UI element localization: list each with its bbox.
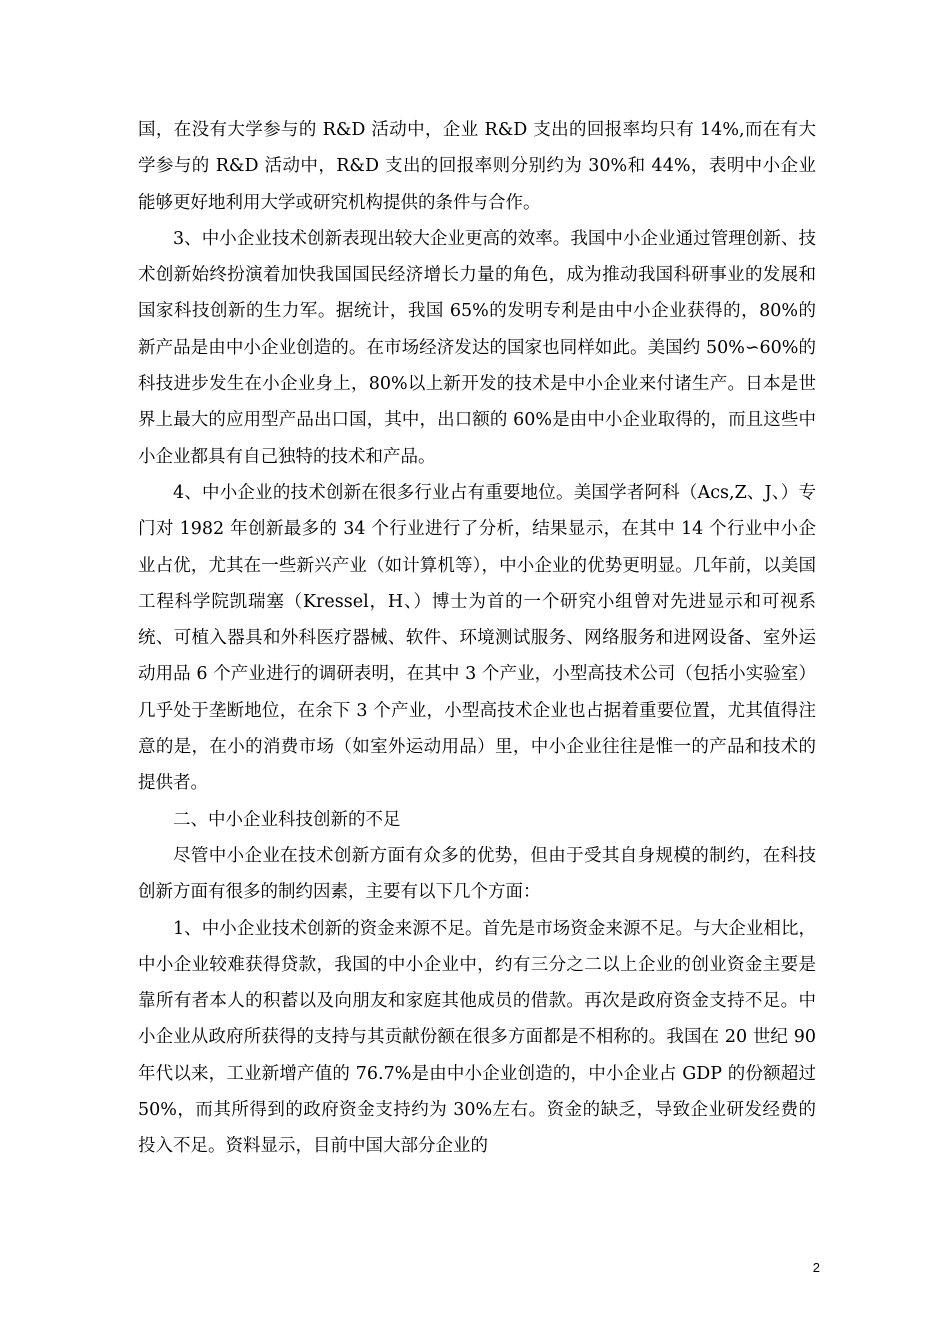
paragraph-efficiency: 3、中小企业技术创新表现出较大企业更高的效率。我国中小企业通过管理创新、技术创新始终扮演着加快我国国民经济增长力量的角色，成为推动我国科研事业的发展和国家科技创新的生力军。据统计，我国 65%的发明专利是由中小企业获得的，80%的新产品是由中小企业创造的。在市场经济发达的国家也同样如此。美国约 50%∽60%的科技进步发生在小企业身上，80%以上新开发的技术是中小企业来付诸生产。日本是世界上最大的应用型产品出口国，其中，出口额的 60%是由中小企业取得的，而且这些中小企业都具有自己独特的技术和产品。	[138, 228, 816, 467]
document-body	[138, 112, 816, 1165]
paragraph-funding-shortage: 1、中小企业技术创新的资金来源不足。首先是市场资金来源不足。与大企业相比，中小企业较难获得贷款，我国的中小企业中，约有三分之二以上企业的创业资金主要是靠所有者本人的积蓄以及向朋友和家庭其他成员的借款。再次是政府资金支持不足。中小企业从政府所获得的支持与其贡献份额在很多方面都是不相称的。我国在 20 世纪 90 年代以来，工业新增产值的 76.7%是由中小企业创造的，中小企业占 GDP 的份额超过 50%，而其所得到的政府资金支持约为 30%左右。资金的缺乏，导致企业研发经费的投入不足。资料显示，目前中国大部分企业的	[138, 918, 816, 1157]
paragraph-constraints-intro: 尽管中小企业在技术创新方面有众多的优势，但由于受其自身规模的制约，在科技创新方面有很多的制约因素，主要有以下几个方面：	[138, 845, 816, 903]
section-heading-shortcomings: 二、中小企业科技创新的不足	[173, 809, 401, 830]
paragraph-industry-position: 4、中小企业的技术创新在很多行业占有重要地位。美国学者阿科（Acs,Z、J、）专门对 1982 年创新最多的 34 个行业进行了分析，结果显示，在其中 14 个行业中小企业占优，尤其在一些新兴产业（如计算机等），中小企业的优势更明显。几年前，以美国工程科学院凯瑞塞（Kressel，H、）博士为首的一个研究小组曾对先进显示和可视系统、可植入器具和外科医疗器械、软件、环境测试服务、网络服务和进网设备、室外运动用品 6 个产业进行的调研表明，在其中 3 个产业，小型高技术公司（包括小实验室）几乎处于垄断地位，在余下 3 个产业，小型高技术企业也占据着重要位置，尤其值得注意的是，在小的消费市场（如室外运动用品）里，中小企业往往是惟一的产品和技术的提供者。	[138, 482, 816, 794]
page-number: 2	[812, 1260, 820, 1275]
paragraph-continuation: 国，在没有大学参与的 R&D 活动中，企业 R&D 支出的回报率均只有 14%,而在有大学参与的 R&D 活动中，R&D 支出的回报率则分别约为 30%和 44%，表明中小企业能够更好地利用大学或研究机构提供的条件与合作。	[138, 120, 816, 213]
